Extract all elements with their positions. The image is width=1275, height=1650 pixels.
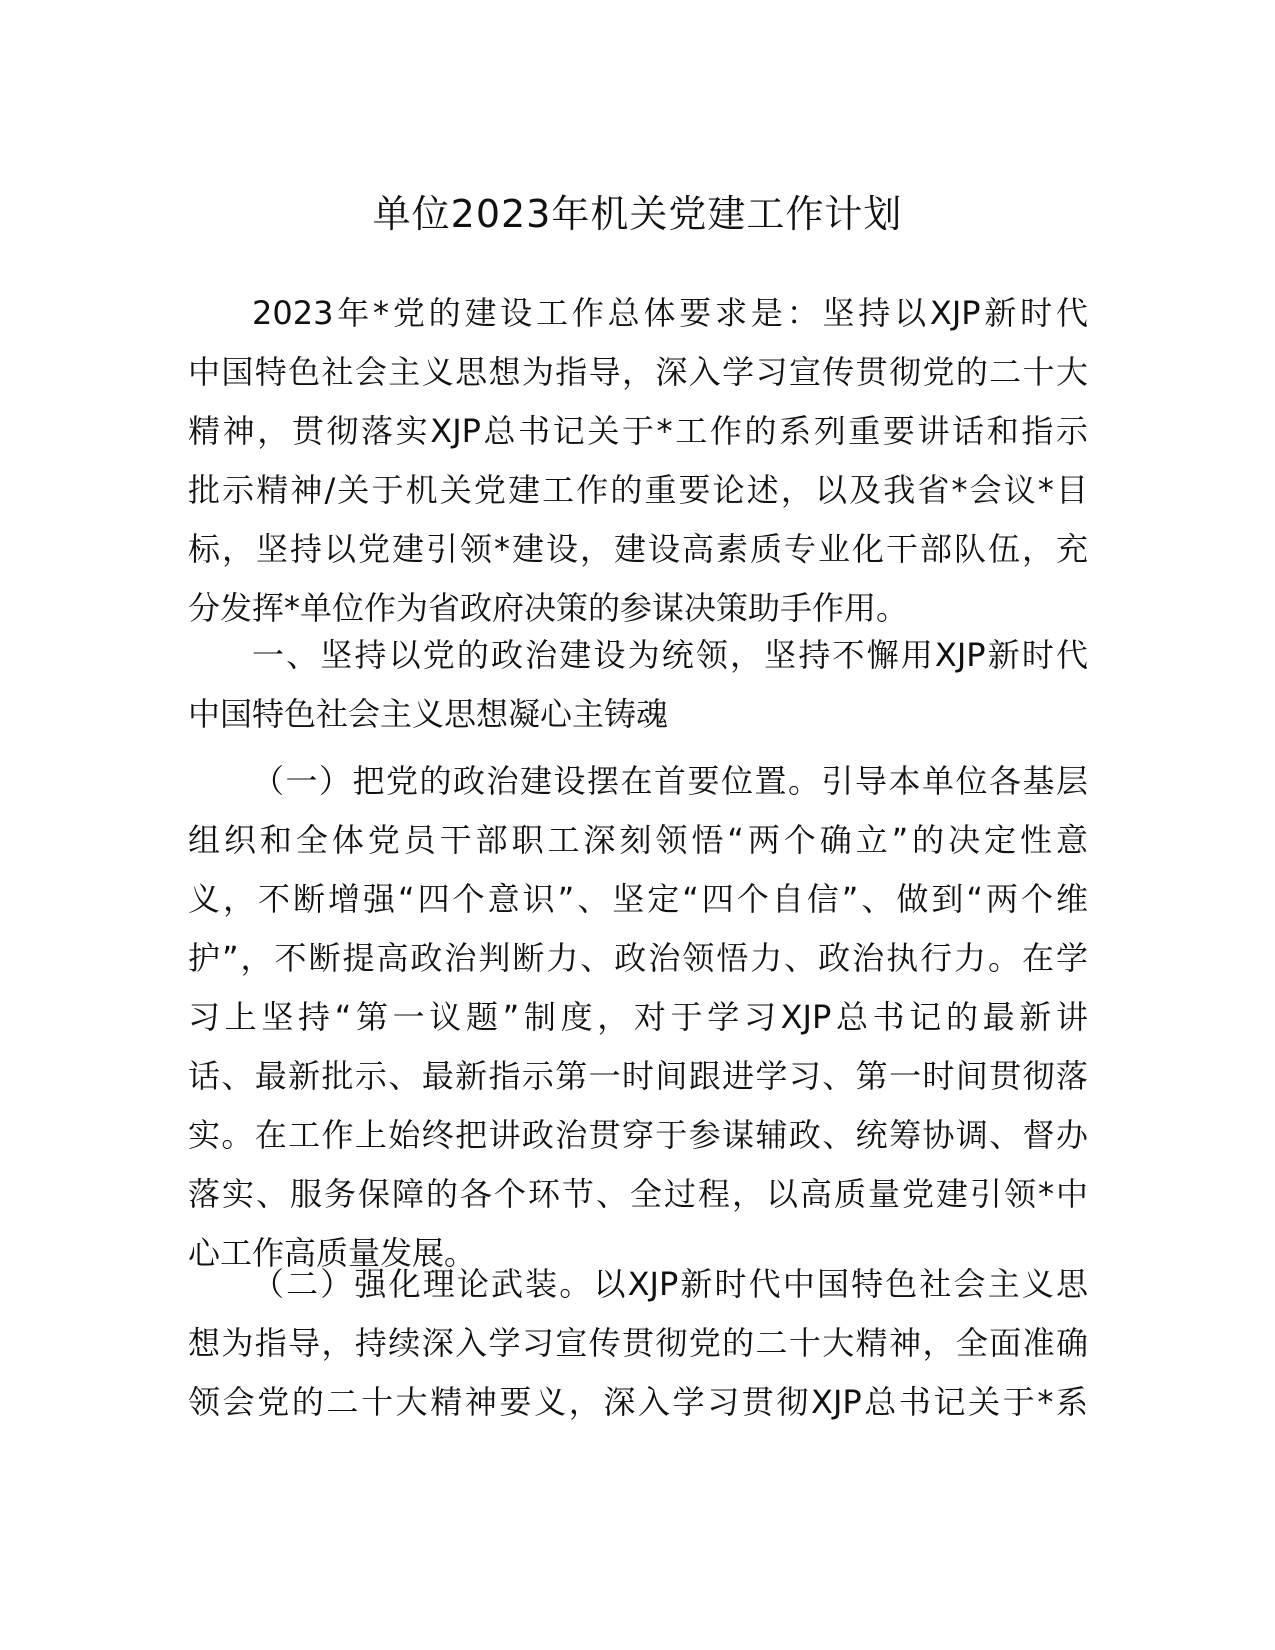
paragraph-line: 义，不断增强“四个意识”、坚定“四个自信”、做到“两个维 (188, 880, 1088, 918)
document-title: 单位2023年机关党建工作计划 (372, 192, 903, 236)
paragraph-subsection-2 (188, 1255, 1088, 1432)
paragraph-line: 想为指导，持续深入学习宣传贯彻党的二十大精神，全面准确 (188, 1324, 1088, 1362)
paragraph-line: （一）把党的政治建设摆在首要位置。引导本单位各基层 (252, 762, 1088, 800)
paragraph-subsection-1 (188, 752, 1088, 1283)
paragraph-line: 落实、服务保障的各个环节、全过程，以高质量党建引领*中 (188, 1175, 1088, 1213)
paragraph-line: 领会党的二十大精神要义，深入学习贯彻XJP总书记关于*系 (188, 1383, 1088, 1421)
paragraph-line: 标，坚持以党建引领*建设，建设高素质专业化干部队伍，充 (188, 530, 1088, 568)
paragraph-line: 组织和全体党员干部职工深刻领悟“两个确立”的决定性意 (188, 821, 1088, 859)
paragraph-line: 中国特色社会主义思想为指导，深入学习宣传贯彻党的二十大 (188, 353, 1088, 391)
paragraph-line: 实。在工作上始终把讲政治贯穿于参谋辅政、统筹协调、督办 (188, 1116, 1088, 1154)
paragraph-line: 习上坚持“第一议题”制度，对于学习XJP总书记的最新讲 (188, 998, 1088, 1036)
paragraph-line: 批示精神/关于机关党建工作的重要论述，以及我省*会议*目 (188, 471, 1088, 509)
paragraph-line: （二）强化理论武装。以XJP新时代中国特色社会主义思 (252, 1265, 1088, 1303)
heading-line: 一、坚持以党的政治建设为统领，坚持不懈用XJP新时代 (252, 636, 1088, 674)
paragraph-line: 2023年*党的建设工作总体要求是：坚持以XJP新时代 (252, 294, 1088, 332)
paragraph-line: 护”，不断提高政治判断力、政治领悟力、政治执行力。在学 (188, 939, 1088, 977)
section-heading-1 (188, 626, 1088, 744)
paragraph-line: 分发挥*单位作为省政府决策的参谋决策助手作用。 (188, 589, 909, 627)
paragraph-intro (188, 284, 1088, 638)
heading-line: 中国特色社会主义思想凝心主铸魂 (188, 695, 669, 733)
paragraph-line: 心工作高质量发展。 (188, 1234, 477, 1272)
paragraph-line: 精神，贯彻落实XJP总书记关于*工作的系列重要讲话和指示 (188, 412, 1088, 450)
paragraph-line: 话、最新批示、最新指示第一时间跟进学习、第一时间贯彻落 (188, 1057, 1088, 1095)
